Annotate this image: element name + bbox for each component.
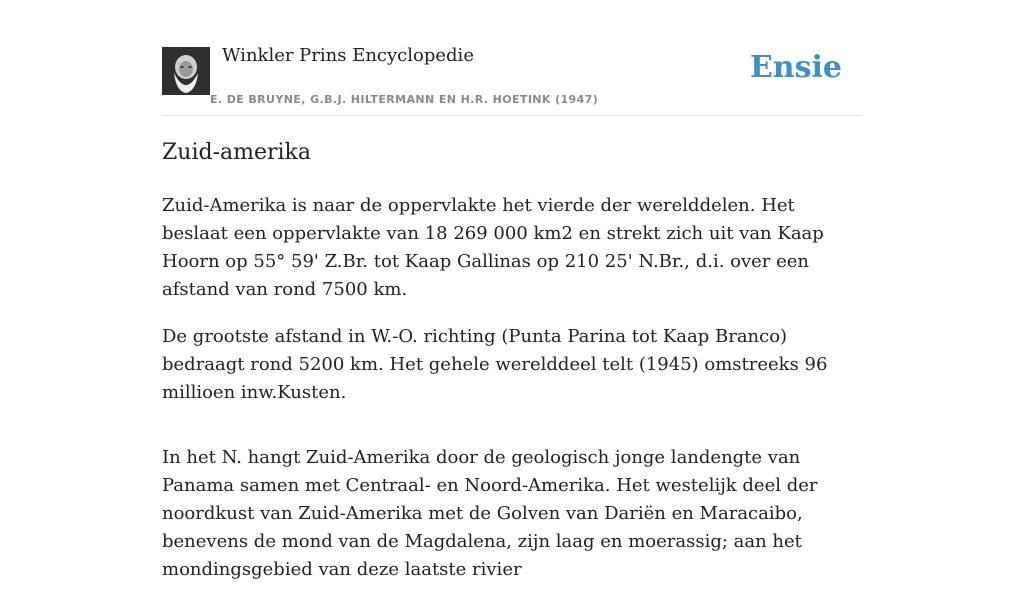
article-title: Zuid-amerika <box>162 140 312 165</box>
content-column <box>162 0 862 580</box>
source-header <box>162 0 862 116</box>
author-portrait-icon <box>162 47 210 95</box>
brand-logo[interactable]: Ensie <box>749 50 842 85</box>
author-avatar[interactable] <box>162 47 210 95</box>
source-authors: E. DE BRUYNE, G.B.J. HILTERMANN EN H.R. HOETINK (1947) <box>210 93 599 106</box>
article-paragraph: In het N. hangt Zuid-Amerika door de geologisch jonge landengte van Panama samen met Centraal- en Noord-Amerika. Het westelijk deel der noordkust van Zuid-Amerika met de Golven van Dariën en Maracaibo, benevens de mond van de Magdalena, zijn laag en moerassig; aan het mondingsgebied van deze laatste rivier <box>162 447 818 580</box>
article-paragraph: De grootste afstand in W.-O. richting (Punta Parina tot Kaap Branco) bedraagt rond 5200 km. Het gehele werelddeel telt (1945) omstreeks 96 millioen inw.Kusten. <box>162 326 828 403</box>
article-paragraph: Zuid-Amerika is naar de oppervlakte het vierde der werelddelen. Het beslaat een oppervlakte van 18 269 000 km2 en strekt zich uit van Kaap Hoorn op 55° 59' Z.Br. tot Kaap Gallinas op 210 25' N.Br., d.i. over een afstand van rond 7500 km. <box>162 195 824 300</box>
source-title[interactable]: Winkler Prins Encyclopedie <box>222 45 474 66</box>
article-body <box>162 192 862 603</box>
